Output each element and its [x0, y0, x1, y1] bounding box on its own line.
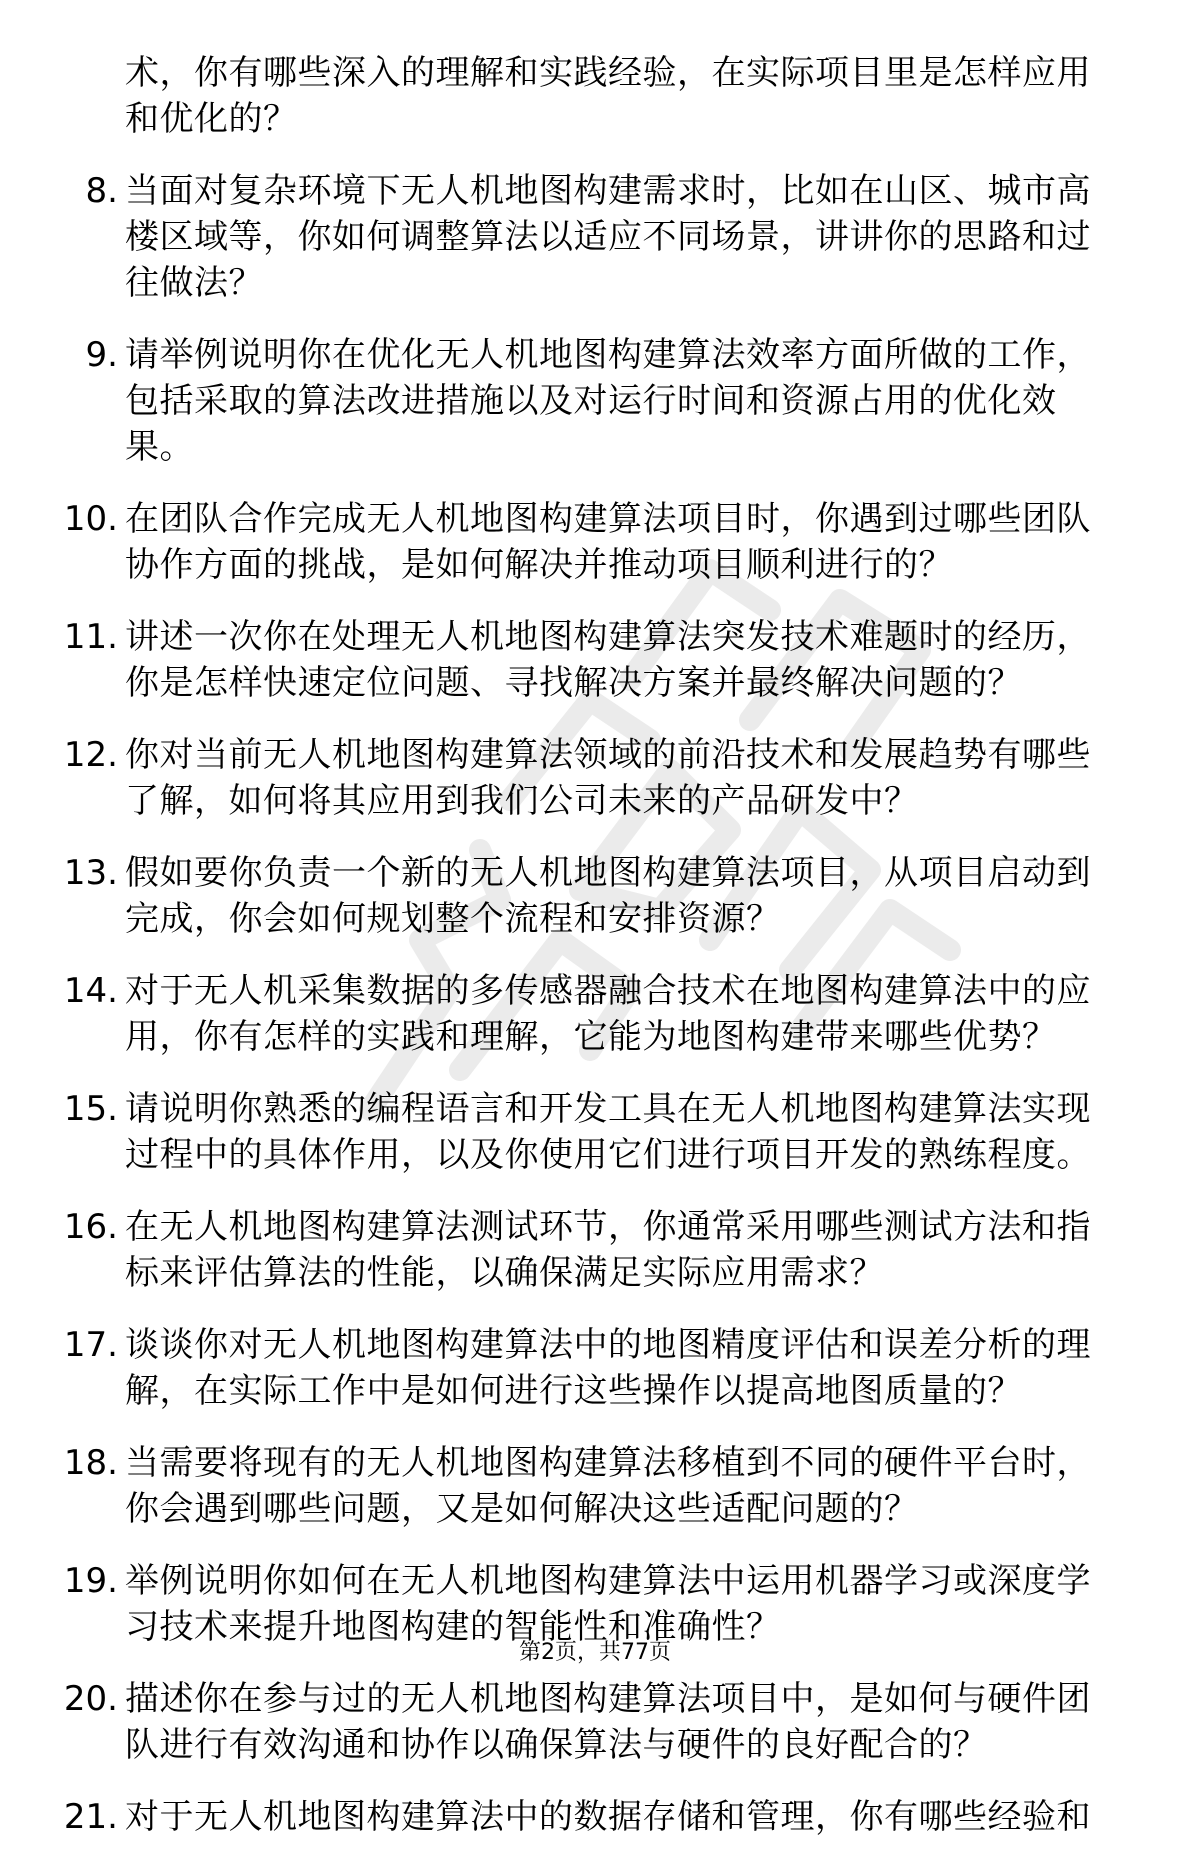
question-item-13 — [58, 850, 1118, 942]
question-text: 举例说明你如何在无人机地图构建算法中运用机器学习或深度学习技术来提升地图构建的智能性和准确性？ — [125, 1561, 1091, 1647]
question-number: 19. — [63, 1561, 118, 1601]
question-item-17 — [58, 1322, 1118, 1414]
question-number: 21. — [63, 1797, 118, 1837]
question-item-9 — [58, 332, 1118, 470]
question-number: 15. — [63, 1089, 118, 1129]
question-number: 9. — [85, 335, 118, 375]
question-list — [58, 50, 1118, 1866]
question-item-11 — [58, 614, 1118, 706]
question-text: 谈谈你对无人机地图构建算法中的地图精度评估和误差分析的理解，在实际工作中是如何进行这些操作以提高地图质量的？ — [125, 1325, 1091, 1411]
question-number: 16. — [63, 1207, 118, 1247]
question-number: 18. — [63, 1443, 118, 1483]
question-text: 在无人机地图构建算法测试环节，你通常采用哪些测试方法和指标来评估算法的性能，以确保满足实际应用需求？ — [125, 1207, 1091, 1293]
question-item-18 — [58, 1440, 1118, 1532]
question-number: 8. — [85, 171, 118, 211]
question-item-14 — [58, 968, 1118, 1060]
question-number: 11. — [63, 617, 118, 657]
question-number: 12. — [63, 735, 118, 775]
question-number: 17. — [63, 1325, 118, 1365]
question-item-continued — [58, 50, 1118, 142]
question-text: 你对当前无人机地图构建算法领域的前沿技术和发展趋势有哪些了解，如何将其应用到我们公司未来的产品研发中？ — [125, 735, 1091, 821]
question-text: 假如要你负责一个新的无人机地图构建算法项目，从项目启动到完成，你会如何规划整个流程和安排资源？ — [125, 853, 1091, 939]
question-number: 13. — [63, 853, 118, 893]
question-text: 术，你有哪些深入的理解和实践经验，在实际项目里是怎样应用和优化的？ — [125, 53, 1091, 139]
question-number: 10. — [63, 499, 118, 539]
question-text: 请举例说明你在优化无人机地图构建算法效率方面所做的工作，包括采取的算法改进措施以及对运行时间和资源占用的优化效果。 — [125, 335, 1091, 467]
question-text: 请说明你熟悉的编程语言和开发工具在无人机地图构建算法实现过程中的具体作用，以及你使用它们进行项目开发的熟练程度。 — [125, 1089, 1091, 1175]
question-text: 当需要将现有的无人机地图构建算法移植到不同的硬件平台时，你会遇到哪些问题，又是如何解决这些适配问题的？ — [125, 1443, 1091, 1529]
question-text: 对于无人机采集数据的多传感器融合技术在地图构建算法中的应用，你有怎样的实践和理解，它能为地图构建带来哪些优势？ — [125, 971, 1091, 1057]
question-text: 对于无人机地图构建算法中的数据存储和管理，你有哪些经验和 — [125, 1797, 1091, 1837]
question-text: 当面对复杂环境下无人机地图构建需求时，比如在山区、城市高楼区域等，你如何调整算法以适应不同场景，讲讲你的思路和过往做法？ — [125, 171, 1091, 303]
question-item-12 — [58, 732, 1118, 824]
question-number: 14. — [63, 971, 118, 1011]
question-item-8 — [58, 168, 1118, 306]
question-text: 描述你在参与过的无人机地图构建算法项目中，是如何与硬件团队进行有效沟通和协作以确保算法与硬件的良好配合的？ — [125, 1679, 1091, 1765]
question-item-20 — [58, 1676, 1118, 1768]
question-number: 20. — [63, 1679, 118, 1719]
question-item-15 — [58, 1086, 1118, 1178]
question-item-19 — [58, 1558, 1118, 1650]
page-footer: 第2页，共77页 — [519, 1640, 671, 1665]
question-text: 讲述一次你在处理无人机地图构建算法突发技术难题时的经历，你是怎样快速定位问题、寻找解决方案并最终解决问题的？ — [125, 617, 1091, 703]
question-item-21 — [58, 1794, 1118, 1840]
question-item-10 — [58, 496, 1118, 588]
question-item-16 — [58, 1204, 1118, 1296]
question-text: 在团队合作完成无人机地图构建算法项目时，你遇到过哪些团队协作方面的挑战，是如何解决并推动项目顺利进行的？ — [125, 499, 1091, 585]
